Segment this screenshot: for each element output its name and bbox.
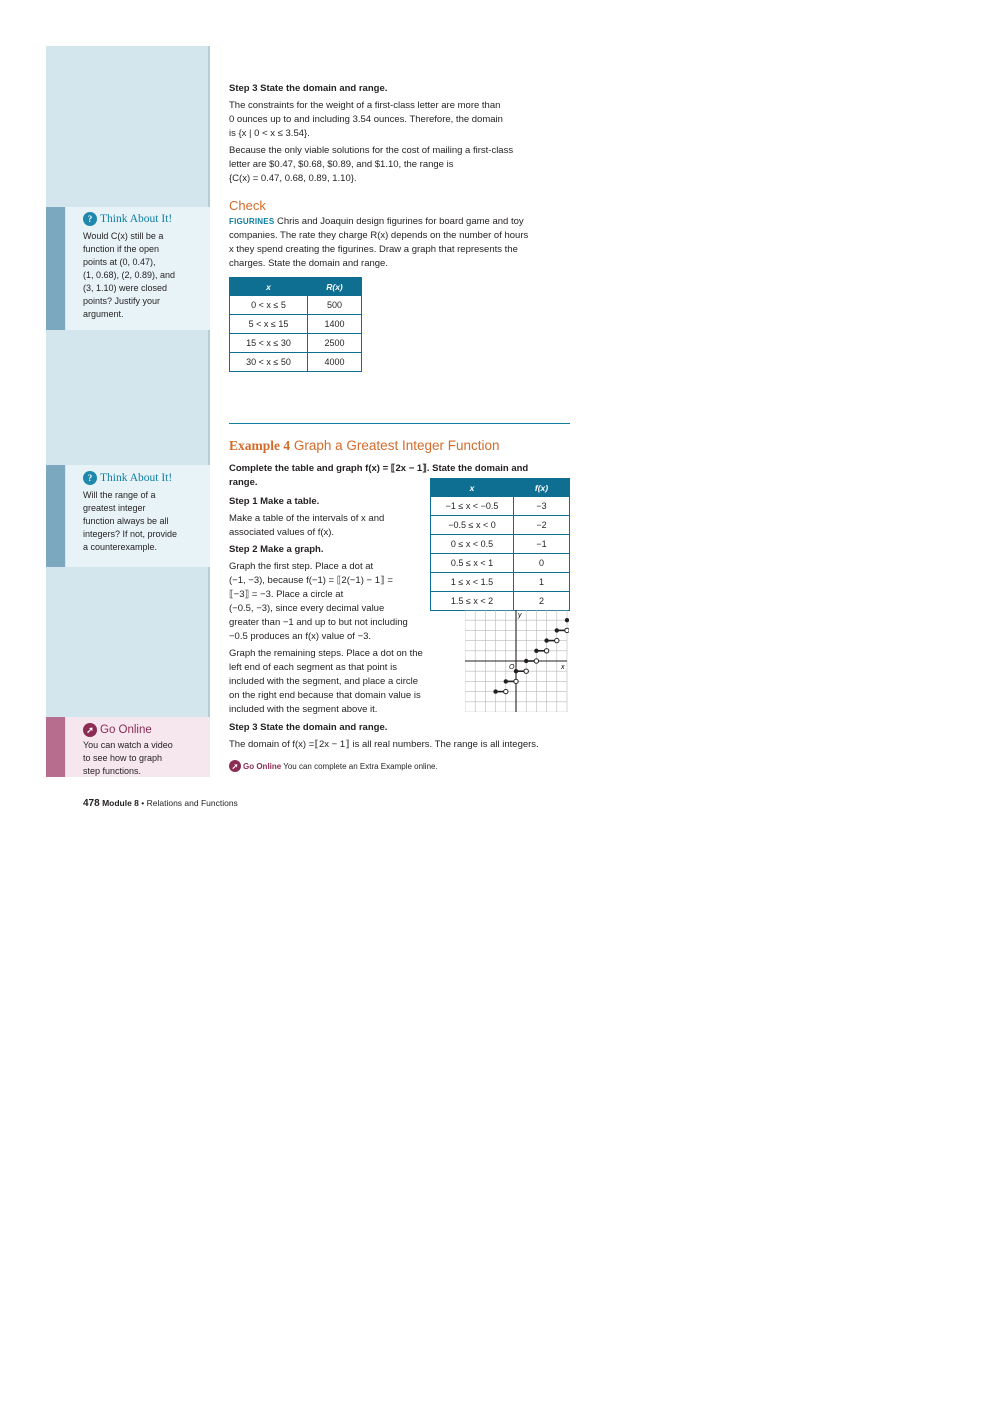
table-row bbox=[431, 554, 570, 573]
open-point bbox=[534, 659, 538, 663]
table-header: x bbox=[431, 479, 514, 497]
origin-label: O bbox=[509, 664, 515, 671]
section-divider bbox=[229, 423, 570, 424]
table-row bbox=[431, 516, 570, 535]
check-table bbox=[229, 277, 362, 372]
cursor-icon: ➚ bbox=[229, 760, 241, 772]
table-cell: 1400 bbox=[308, 315, 362, 334]
y-axis-label: y bbox=[518, 612, 522, 619]
page-number: 478 bbox=[83, 798, 100, 809]
step-heading: Step 3 State the domain and range. bbox=[229, 722, 388, 733]
text-line: (1, 0.68), (2, 0.89), and bbox=[83, 270, 176, 280]
go-online-text bbox=[83, 739, 205, 778]
table-cell: 2500 bbox=[308, 334, 362, 353]
think-about-it-title bbox=[83, 471, 172, 485]
table-row bbox=[230, 353, 362, 372]
table-cell: 0 < x ≤ 5 bbox=[230, 296, 308, 315]
example4-heading bbox=[229, 438, 579, 454]
example4-steps bbox=[229, 495, 451, 717]
open-point bbox=[524, 669, 528, 673]
table-cell: 4000 bbox=[308, 353, 362, 372]
table-header: x bbox=[230, 278, 308, 296]
closed-point bbox=[544, 638, 548, 642]
text-line: charges. State the domain and range. bbox=[229, 258, 388, 269]
table-cell: −1 ≤ x < −0.5 bbox=[431, 497, 514, 516]
go-online-title[interactable] bbox=[83, 723, 152, 737]
example4-table bbox=[430, 478, 570, 611]
check-title: Check bbox=[229, 198, 266, 213]
text-line: on the right end because that domain value is bbox=[229, 690, 421, 701]
box-stripe bbox=[46, 207, 65, 330]
check-section bbox=[229, 198, 579, 372]
go-online-label[interactable]: Go Online bbox=[243, 761, 282, 771]
graph-steps bbox=[493, 618, 569, 694]
example-title bbox=[229, 438, 579, 454]
text-line: points? Justify your bbox=[83, 296, 161, 306]
text-line: Chris and Joaquin design figurines for board game and toy bbox=[274, 216, 524, 227]
text-line: Because the only viable solutions for the cost of mailing a first-class bbox=[229, 145, 514, 156]
box-stripe bbox=[46, 717, 65, 777]
table-header: R(x) bbox=[308, 278, 362, 296]
open-point bbox=[514, 679, 518, 683]
sidebar-background bbox=[46, 46, 208, 777]
table-cell: 1.5 ≤ x < 2 bbox=[431, 592, 514, 611]
title-text: Think About It! bbox=[100, 213, 173, 225]
text-line: range. bbox=[229, 477, 258, 488]
text-line: Complete the table and graph f(x) = ⟦2x − 1⟧. State the domain and bbox=[229, 463, 529, 474]
table-cell: −1 bbox=[514, 535, 570, 554]
text-line: integers? If not, provide bbox=[83, 529, 178, 539]
text-line: x they spend creating the figurines. Draw a graph that represents the bbox=[229, 244, 518, 255]
think-about-it-box-1 bbox=[46, 207, 210, 330]
example4-step3 bbox=[229, 721, 589, 772]
table-cell: −0.5 ≤ x < 0 bbox=[431, 516, 514, 535]
table-cell: 0.5 ≤ x < 1 bbox=[431, 554, 514, 573]
page-footer bbox=[83, 798, 238, 809]
graph-axes bbox=[465, 610, 567, 712]
module-label: Module 8 bbox=[102, 798, 139, 808]
footer-separator: • bbox=[138, 798, 147, 808]
think-about-it-box-2 bbox=[46, 465, 210, 567]
text-line: greatest integer bbox=[83, 503, 146, 513]
table-cell: 500 bbox=[308, 296, 362, 315]
paragraph bbox=[229, 512, 451, 540]
text-line: a counterexample. bbox=[83, 542, 158, 552]
text-line: included with the segment, and place a circle bbox=[229, 676, 419, 687]
table-cell: 0 bbox=[514, 554, 570, 573]
sidebar-divider bbox=[208, 46, 210, 777]
closed-point bbox=[534, 649, 538, 653]
step3-section bbox=[229, 82, 579, 186]
text-line: function if the open bbox=[83, 244, 160, 254]
text-line: (−1, −3), because f(−1) = ⟦2(−1) − 1⟧ = bbox=[229, 575, 393, 586]
table-cell: −3 bbox=[514, 497, 570, 516]
table-header: f(x) bbox=[514, 479, 570, 497]
text-line: Would C(x) still be a bbox=[83, 231, 164, 241]
table-cell: 2 bbox=[514, 592, 570, 611]
closed-point bbox=[565, 618, 569, 622]
text-line: included with the segment above it. bbox=[229, 704, 378, 715]
text-line: to see how to graph bbox=[83, 753, 163, 763]
text-line: points at (0, 0.47), bbox=[83, 257, 156, 267]
table-cell: 30 < x ≤ 50 bbox=[230, 353, 308, 372]
box-stripe bbox=[46, 465, 65, 567]
text-line: step functions. bbox=[83, 766, 142, 776]
check-paragraph bbox=[229, 215, 579, 271]
table-row bbox=[230, 296, 362, 315]
cursor-icon: ➚ bbox=[83, 723, 97, 737]
text-line: −0.5 produces an f(x) value of −3. bbox=[229, 631, 372, 642]
text-line: (3, 1.10) were closed bbox=[83, 283, 168, 293]
table-row bbox=[431, 497, 570, 516]
open-point bbox=[504, 689, 508, 693]
step-heading: Step 2 Make a graph. bbox=[229, 544, 324, 555]
example-name: Graph a Greatest Integer Function bbox=[290, 438, 500, 453]
table-row bbox=[431, 573, 570, 592]
table-cell: 0 ≤ x < 0.5 bbox=[431, 535, 514, 554]
go-online-text: You can complete an Extra Example online. bbox=[283, 761, 438, 771]
lightbulb-icon: ? bbox=[83, 212, 97, 226]
step-heading: Step 3 State the domain and range. bbox=[229, 83, 388, 94]
footer-title: Relations and Functions bbox=[146, 798, 238, 808]
text-line: ⟦−3⟧ = −3. Place a circle at bbox=[229, 589, 344, 600]
text-line: Will the range of a bbox=[83, 490, 156, 500]
table-cell: 1 ≤ x < 1.5 bbox=[431, 573, 514, 592]
lightbulb-icon: ? bbox=[83, 471, 97, 485]
open-point bbox=[565, 628, 569, 632]
think-about-it-title bbox=[83, 212, 172, 226]
text-line: left end of each segment as that point is bbox=[229, 662, 397, 673]
go-online-box[interactable] bbox=[46, 717, 210, 777]
table-header-row bbox=[230, 278, 362, 296]
step-function-graph bbox=[465, 610, 569, 712]
table-cell: 15 < x ≤ 30 bbox=[230, 334, 308, 353]
paragraph bbox=[229, 144, 579, 186]
open-point bbox=[544, 649, 548, 653]
text-line: Make a table of the intervals of x and bbox=[229, 513, 385, 524]
text-line: companies. The rate they charge R(x) depends on the number of hours bbox=[229, 230, 529, 241]
closed-point bbox=[493, 689, 497, 693]
paragraph bbox=[229, 99, 579, 141]
text-line: {C(x) = 0.47, 0.68, 0.89, 1.10}. bbox=[229, 173, 357, 184]
text-line: Graph the first step. Place a dot at bbox=[229, 561, 374, 572]
text-line: The constraints for the weight of a first-class letter are more than bbox=[229, 100, 501, 111]
text-line: function always be all bbox=[83, 516, 169, 526]
text-line: is {x | 0 < x ≤ 3.54}. bbox=[229, 128, 310, 139]
text-line: argument. bbox=[83, 309, 124, 319]
closed-point bbox=[504, 679, 508, 683]
text-line: letter are $0.47, $0.68, $0.89, and $1.10, the range is bbox=[229, 159, 454, 170]
closed-point bbox=[524, 659, 528, 663]
go-online-extra[interactable] bbox=[229, 760, 589, 772]
closed-point bbox=[514, 669, 518, 673]
paragraph bbox=[229, 560, 451, 644]
table-cell: 1 bbox=[514, 573, 570, 592]
open-point bbox=[555, 638, 559, 642]
think-about-it-text bbox=[83, 230, 205, 321]
step-heading: Step 1 Make a table. bbox=[229, 496, 320, 507]
example-number: Example 4 bbox=[229, 438, 291, 453]
text-line: Graph the remaining steps. Place a dot on the bbox=[229, 648, 423, 659]
text-line: (−0.5, −3), since every decimal value bbox=[229, 603, 385, 614]
paragraph: The domain of f(x) =⟦2x − 1⟧ is all real numbers. The range is all integers. bbox=[229, 739, 539, 750]
table-cell: −2 bbox=[514, 516, 570, 535]
text-line: 0 ounces up to and including 3.54 ounces. Therefore, the domain bbox=[229, 114, 503, 125]
title-text: Think About It! bbox=[100, 472, 173, 484]
table-row bbox=[431, 535, 570, 554]
paragraph bbox=[229, 647, 451, 717]
x-axis-label: x bbox=[561, 664, 565, 671]
lead-word: FIGURINES bbox=[229, 217, 275, 226]
title-text: Go Online bbox=[100, 724, 152, 736]
text-line: associated values of f(x). bbox=[229, 527, 335, 538]
table-cell: 5 < x ≤ 15 bbox=[230, 315, 308, 334]
table-header-row bbox=[431, 479, 570, 497]
closed-point bbox=[555, 628, 559, 632]
think-about-it-text bbox=[83, 489, 205, 554]
table-row bbox=[431, 592, 570, 611]
table-row bbox=[230, 315, 362, 334]
text-line: You can watch a video bbox=[83, 740, 173, 750]
text-line: greater than −1 and up to but not including bbox=[229, 617, 408, 628]
table-row bbox=[230, 334, 362, 353]
